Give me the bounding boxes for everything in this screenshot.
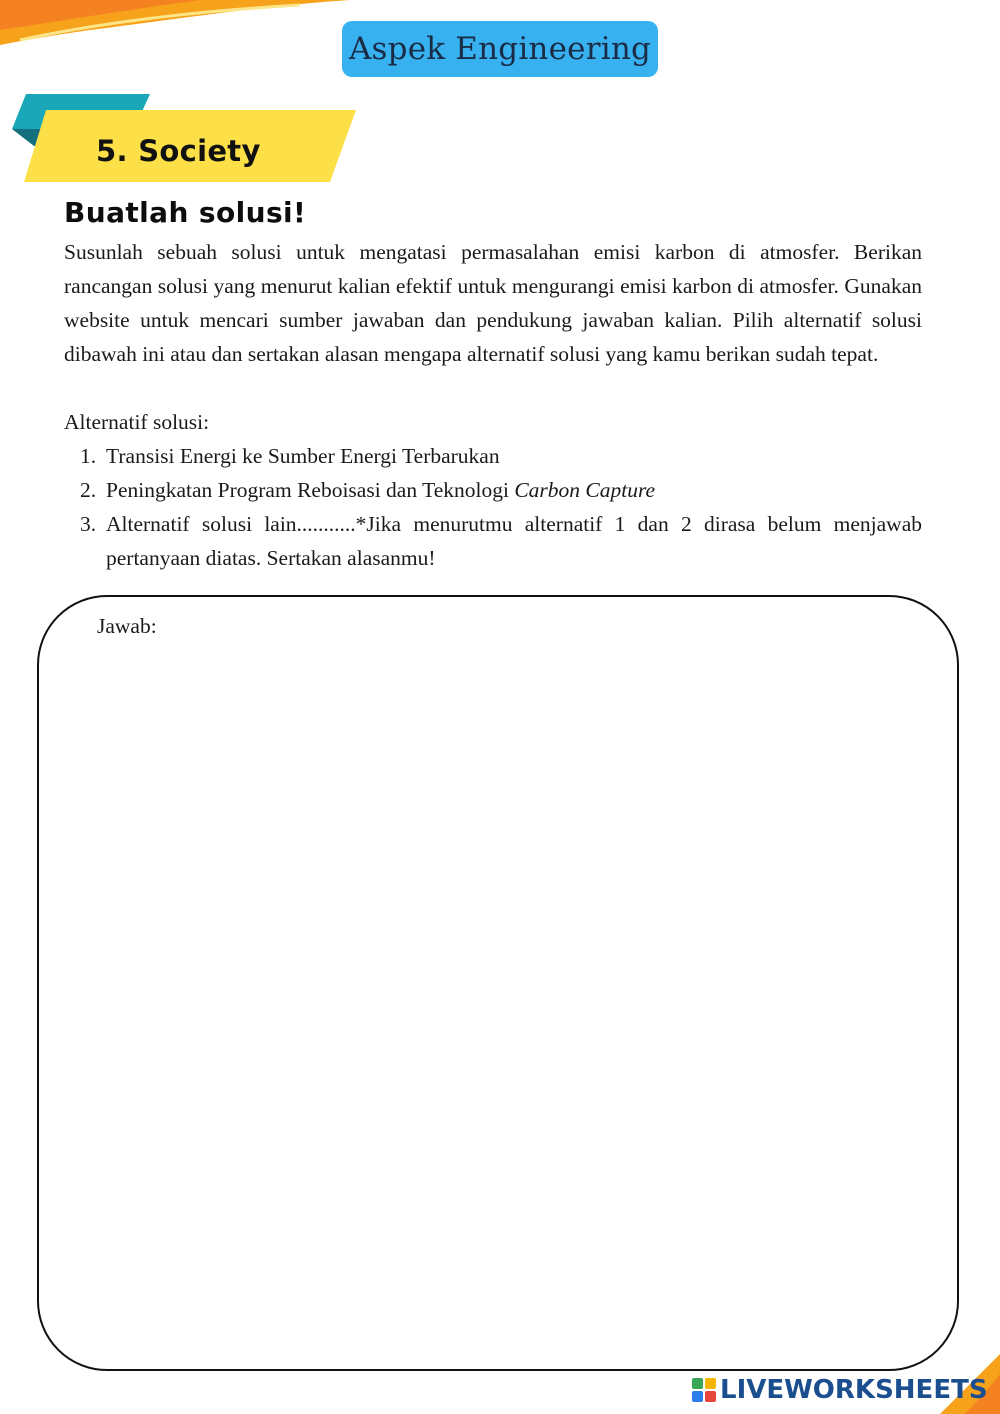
alternatives-list <box>80 439 922 575</box>
answer-label: Jawab: <box>97 614 157 638</box>
task-paragraph: Susunlah sebuah solusi untuk mengatasi permasalahan emisi karbon di atmosfer. Berikan rancangan solusi yang menurut kalian efektif untuk mengurangi emisi karbon di atmosfer. Gunakan website untuk mencari sumber jawaban dan pendukung jawaban kalian. Pilih alternatif solusi dibawah ini atau dan sertakan alasan mengapa alternatif solusi yang kamu berikan sudah tepat. <box>64 240 922 366</box>
corner-swoosh-decoration <box>0 0 360 48</box>
answer-box[interactable] <box>37 595 959 1371</box>
list-item: 3. Alternatif solusi lain...........*Jika menurutmu alternatif 1 dan 2 dirasa belum menjawab pertanyaan diatas. Sertakan alasanmu! <box>80 507 922 575</box>
alternative-text: Peningkatan Program Reboisasi dan Teknologi Carbon Capture <box>106 478 656 502</box>
list-item: 2. Peningkatan Program Reboisasi dan Teknologi Carbon Capture <box>80 473 922 507</box>
liveworksheets-brand: LIVEWORKSHEETS <box>720 1375 988 1405</box>
alternatives-label: Alternatif solusi: <box>64 410 210 434</box>
list-item: 1. Transisi Energi ke Sumber Energi Terbarukan <box>80 439 922 473</box>
section-title: 5. Society <box>96 134 261 168</box>
alternative-text: Alternatif solusi lain...........*Jika menurutmu alternatif 1 dan 2 dirasa belum menjawab pertanyaan diatas. Sertakan alasanmu! <box>106 512 922 570</box>
alternative-text: Transisi Energi ke Sumber Energi Terbarukan <box>106 444 500 468</box>
liveworksheets-logo-icon <box>692 1378 716 1402</box>
task-heading: Buatlah solusi! <box>64 196 307 229</box>
aspect-badge: Aspek Engineering <box>342 21 658 77</box>
alternative-italic-term: Carbon Capture <box>514 478 656 502</box>
liveworksheets-logo <box>692 1374 988 1406</box>
